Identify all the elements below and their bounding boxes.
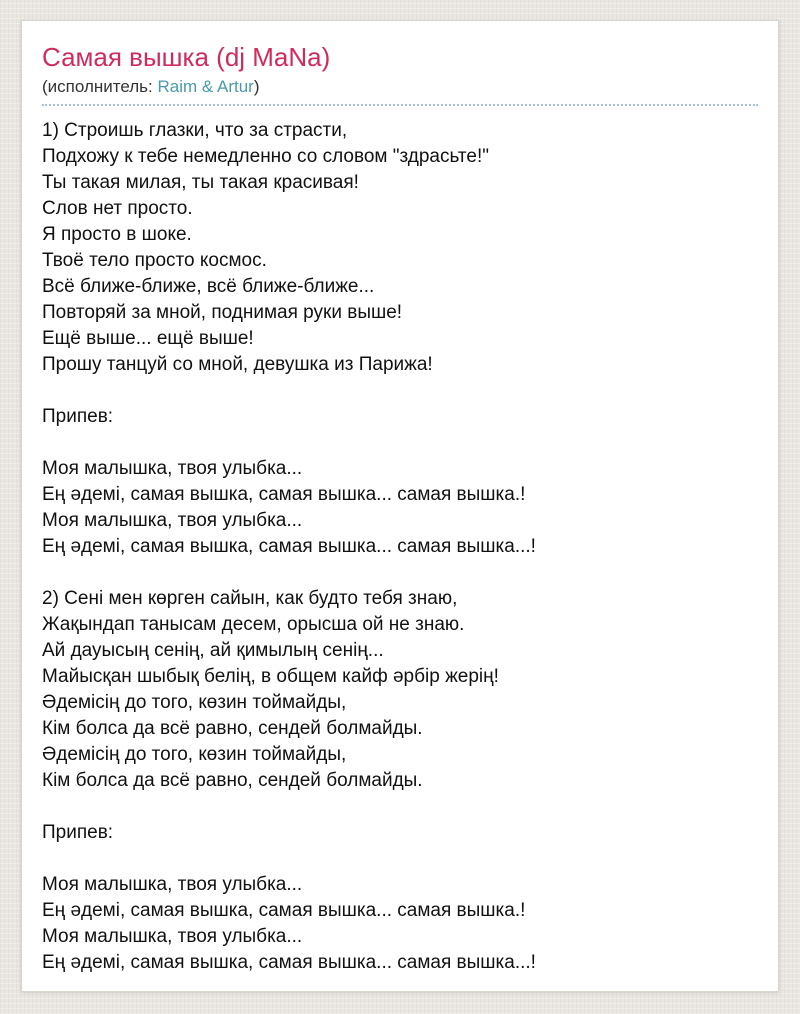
lyric-line: Кім болса да всё равно, сендей болмайды. [42,717,423,739]
lyric-line: Ең әдемі, самая вышка, самая вышка... самая вышка.! [42,483,526,505]
lyric-line [42,378,758,404]
lyric-line: Ты такая милая, ты такая красивая! [42,171,359,193]
lyric-line: Моя малышка, твоя улыбка... [42,509,303,531]
lyric-line: Моя малышка, твоя улыбка... [42,873,303,895]
lyric-line: Ай дауысың сенің, ай қимылың сенің... [42,639,384,661]
lyric-line: Ең әдемі, самая вышка, самая вышка... самая вышка.! [42,899,526,921]
lyric-line: Жақындап танысам десем, орысша ой не знаю. [42,613,465,635]
lyric-line [42,794,758,820]
lyric-line [42,846,758,872]
lyric-line: 1) Строишь глазки, что за страсти, [42,119,348,141]
lyric-line: Припев: [42,405,114,427]
lyric-line: Подхожу к тебе немедленно со словом "здрасьте!" [42,145,489,167]
lyrics-card [21,20,779,992]
lyric-line [42,430,758,456]
lyric-line: Майысқан шыбық белің, в общем кайф әрбір жерің! [42,665,499,687]
lyric-line: Ең әдемі, самая вышка, самая вышка... самая вышка...! [42,951,536,973]
lyric-line: Повторяй за мной, поднимая руки выше! [42,301,403,323]
lyric-line: Ең әдемі, самая вышка, самая вышка... самая вышка...! [42,535,536,557]
lyric-line: Прошу танцуй со мной, девушка из Парижа! [42,353,433,375]
song-header [42,43,758,106]
lyric-line: Моя малышка, твоя улыбка... [42,457,303,479]
artist-suffix: ) [253,76,260,96]
lyric-line [42,560,758,586]
lyric-line: Твоё тело просто космос. [42,249,267,271]
lyric-line: Слов нет просто. [42,197,193,219]
artist-link[interactable]: Raim & Artur [157,76,254,96]
artist-prefix: (исполнитель: [42,76,158,96]
lyrics-text [42,118,758,976]
artist-line [42,76,758,106]
lyric-line: Всё ближе-ближе, всё ближе-ближе... [42,275,375,297]
lyric-line: Кім болса да всё равно, сендей болмайды. [42,769,423,791]
lyric-line: 2) Сені мен көрген сайын, как будто тебя знаю, [42,587,458,609]
lyric-line: Припев: [42,821,114,843]
song-title: Самая вышка (dj MaNa) [42,42,331,72]
lyric-line: Әдемісің до того, көзин тоймайды, [42,743,347,765]
lyric-line: Я просто в шоке. [42,223,192,245]
lyric-line: Моя малышка, твоя улыбка... [42,925,303,947]
lyric-line: Ещё выше... ещё выше! [42,327,254,349]
lyric-line: Әдемісің до того, көзин тоймайды, [42,691,347,713]
